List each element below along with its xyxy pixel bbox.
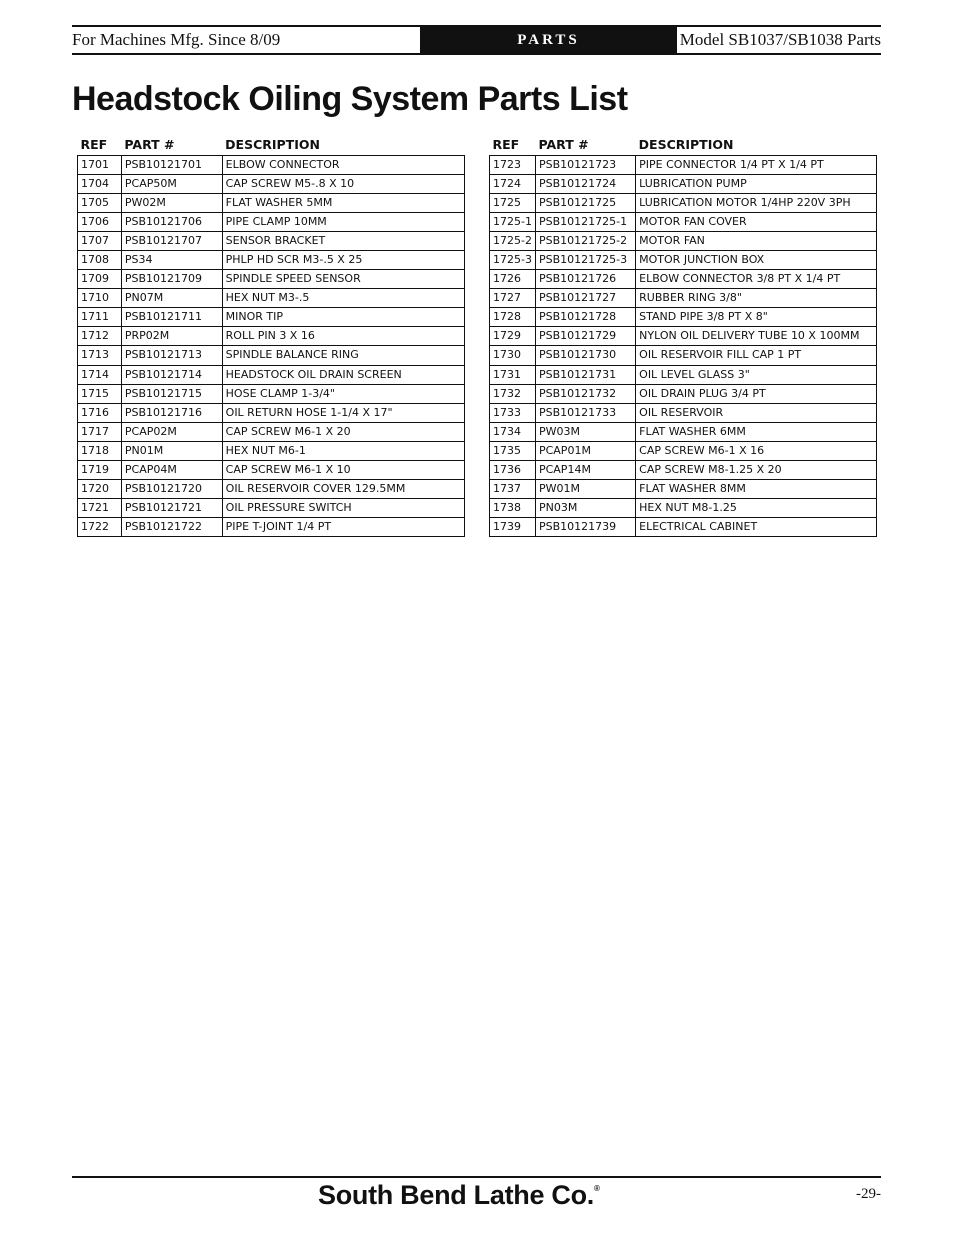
table-row [490, 308, 877, 327]
cell-description: OIL PRESSURE SWITCH [222, 499, 464, 518]
cell-ref: 1721 [78, 499, 122, 518]
table-row [78, 289, 465, 308]
cell-ref: 1737 [490, 480, 536, 499]
cell-description: OIL RESERVOIR FILL CAP 1 PT [636, 346, 877, 365]
cell-ref: 1726 [490, 270, 536, 289]
table-row [78, 250, 465, 269]
table-row [490, 346, 877, 365]
cell-description: HOSE CLAMP 1-3/4" [222, 384, 464, 403]
cell-ref: 1725 [490, 193, 536, 212]
cell-description: PIPE CONNECTOR 1/4 PT X 1/4 PT [636, 155, 877, 174]
parts-table-left [77, 132, 465, 537]
cell-ref: 1709 [78, 270, 122, 289]
cell-ref: 1734 [490, 422, 536, 441]
cell-part-number: PSB10121730 [535, 346, 635, 365]
cell-ref: 1704 [78, 174, 122, 193]
cell-part-number: PSB10121723 [535, 155, 635, 174]
cell-description: OIL RESERVOIR COVER 129.5MM [222, 480, 464, 499]
brand-name: South Bend Lathe Co. [318, 1180, 594, 1210]
cell-ref: 1723 [490, 155, 536, 174]
table-row [490, 499, 877, 518]
cell-ref: 1708 [78, 250, 122, 269]
cell-part-number: PCAP02M [121, 422, 222, 441]
cell-description: RUBBER RING 3/8" [636, 289, 877, 308]
cell-part-number: PSB10121725 [535, 193, 635, 212]
cell-description: HEX NUT M8-1.25 [636, 499, 877, 518]
table-row [78, 327, 465, 346]
cell-ref: 1732 [490, 384, 536, 403]
table-row [78, 155, 465, 174]
parts-table-right [489, 132, 877, 537]
cell-part-number: PSB10121724 [535, 174, 635, 193]
table-row [78, 212, 465, 231]
cell-description: STAND PIPE 3/8 PT X 8" [636, 308, 877, 327]
parts-table-right-body [490, 155, 877, 537]
cell-ref: 1733 [490, 403, 536, 422]
cell-part-number: PSB10121725-2 [535, 231, 635, 250]
cell-part-number: PSB10121728 [535, 308, 635, 327]
table-row [78, 518, 465, 537]
cell-ref: 1735 [490, 441, 536, 460]
cell-description: FLAT WASHER 6MM [636, 422, 877, 441]
cell-part-number: PCAP04M [121, 461, 222, 480]
table-row [78, 499, 465, 518]
table-row [78, 441, 465, 460]
cell-ref: 1717 [78, 422, 122, 441]
page-title: Headstock Oiling System Parts List [72, 80, 628, 118]
table-row [78, 270, 465, 289]
cell-ref: 1739 [490, 518, 536, 537]
cell-ref: 1701 [78, 155, 122, 174]
table-header-row [490, 132, 877, 155]
cell-ref: 1731 [490, 365, 536, 384]
cell-description: PIPE T-JOINT 1/4 PT [222, 518, 464, 537]
cell-part-number: PCAP01M [535, 441, 635, 460]
cell-part-number: PSB10121731 [535, 365, 635, 384]
cell-description: LUBRICATION PUMP [636, 174, 877, 193]
table-row [490, 403, 877, 422]
table-row [490, 212, 877, 231]
cell-ref: 1713 [78, 346, 122, 365]
cell-ref: 1706 [78, 212, 122, 231]
cell-description: MOTOR FAN [636, 231, 877, 250]
cell-part-number: PSB10121722 [121, 518, 222, 537]
cell-ref: 1728 [490, 308, 536, 327]
footer-rule [72, 1176, 881, 1178]
cell-part-number: PCAP50M [121, 174, 222, 193]
cell-ref: 1707 [78, 231, 122, 250]
cell-part-number: PSB10121726 [535, 270, 635, 289]
header-machines-note: For Machines Mfg. Since 8/09 [72, 30, 281, 49]
brand-logo-text [318, 1180, 600, 1211]
cell-ref: 1718 [78, 441, 122, 460]
cell-ref: 1711 [78, 308, 122, 327]
column-header-part: PART # [538, 136, 589, 152]
cell-ref: 1712 [78, 327, 122, 346]
cell-part-number: PN07M [121, 289, 222, 308]
cell-description: CAP SCREW M6-1 X 10 [222, 461, 464, 480]
cell-description: PIPE CLAMP 10MM [222, 212, 464, 231]
column-header-description: DESCRIPTION [225, 136, 320, 152]
table-header-row [78, 132, 465, 155]
cell-description: FLAT WASHER 8MM [636, 480, 877, 499]
cell-description: CAP SCREW M8-1.25 X 20 [636, 461, 877, 480]
table-row [490, 518, 877, 537]
table-row [78, 193, 465, 212]
cell-description: ELECTRICAL CABINET [636, 518, 877, 537]
cell-description: OIL RETURN HOSE 1-1/4 X 17" [222, 403, 464, 422]
cell-description: OIL RESERVOIR [636, 403, 877, 422]
cell-description: SPINDLE BALANCE RING [222, 346, 464, 365]
cell-ref: 1724 [490, 174, 536, 193]
cell-part-number: PSB10121729 [535, 327, 635, 346]
cell-ref: 1705 [78, 193, 122, 212]
cell-part-number: PSB10121733 [535, 403, 635, 422]
cell-ref: 1725-1 [490, 212, 536, 231]
cell-ref: 1714 [78, 365, 122, 384]
table-row [490, 365, 877, 384]
cell-part-number: PCAP14M [535, 461, 635, 480]
table-row [490, 174, 877, 193]
parts-table-left-body [78, 155, 465, 537]
table-row [78, 480, 465, 499]
column-header-part: PART # [124, 136, 175, 152]
table-row [78, 174, 465, 193]
cell-description: ELBOW CONNECTOR 3/8 PT X 1/4 PT [636, 270, 877, 289]
cell-description: CAP SCREW M5-.8 X 10 [222, 174, 464, 193]
cell-description: ROLL PIN 3 X 16 [222, 327, 464, 346]
cell-part-number: PRP02M [121, 327, 222, 346]
cell-description: MINOR TIP [222, 308, 464, 327]
cell-part-number: PS34 [121, 250, 222, 269]
cell-part-number: PSB10121732 [535, 384, 635, 403]
cell-part-number: PW03M [535, 422, 635, 441]
table-row [490, 289, 877, 308]
table-row [78, 365, 465, 384]
cell-part-number: PSB10121715 [121, 384, 222, 403]
cell-description: LUBRICATION MOTOR 1/4HP 220V 3PH [636, 193, 877, 212]
cell-description: FLAT WASHER 5MM [222, 193, 464, 212]
page-number: -29- [856, 1186, 881, 1202]
table-row [490, 250, 877, 269]
cell-ref: 1720 [78, 480, 122, 499]
cell-description: PHLP HD SCR M3-.5 X 25 [222, 250, 464, 269]
cell-ref: 1719 [78, 461, 122, 480]
cell-part-number: PSB10121711 [121, 308, 222, 327]
cell-ref: 1738 [490, 499, 536, 518]
cell-ref: 1736 [490, 461, 536, 480]
cell-part-number: PN01M [121, 441, 222, 460]
table-row [490, 327, 877, 346]
cell-ref: 1715 [78, 384, 122, 403]
cell-description: OIL LEVEL GLASS 3" [636, 365, 877, 384]
cell-ref: 1725-2 [490, 231, 536, 250]
cell-description: SENSOR BRACKET [222, 231, 464, 250]
cell-ref: 1710 [78, 289, 122, 308]
cell-ref: 1725-3 [490, 250, 536, 269]
table-row [490, 155, 877, 174]
cell-ref: 1722 [78, 518, 122, 537]
cell-part-number: PN03M [535, 499, 635, 518]
registered-mark: ® [593, 1184, 600, 1193]
cell-part-number: PW01M [535, 480, 635, 499]
table-row [78, 231, 465, 250]
table-row [78, 384, 465, 403]
cell-description: CAP SCREW M6-1 X 20 [222, 422, 464, 441]
cell-description: HEX NUT M3-.5 [222, 289, 464, 308]
page-header [72, 25, 881, 55]
column-header-description: DESCRIPTION [638, 136, 734, 152]
table-row [490, 461, 877, 480]
cell-part-number: PW02M [121, 193, 222, 212]
table-row [490, 441, 877, 460]
table-row [490, 193, 877, 212]
cell-part-number: PSB10121701 [121, 155, 222, 174]
table-row [78, 403, 465, 422]
cell-description: NYLON OIL DELIVERY TUBE 10 X 100MM [636, 327, 877, 346]
table-row [490, 480, 877, 499]
cell-ref: 1727 [490, 289, 536, 308]
cell-part-number: PSB10121727 [535, 289, 635, 308]
table-row [78, 308, 465, 327]
column-header-ref: REF [492, 136, 520, 152]
cell-ref: 1716 [78, 403, 122, 422]
cell-description: HEX NUT M6-1 [222, 441, 464, 460]
table-row [490, 422, 877, 441]
cell-part-number: PSB10121720 [121, 480, 222, 499]
cell-description: CAP SCREW M6-1 X 16 [636, 441, 877, 460]
cell-part-number: PSB10121725-3 [535, 250, 635, 269]
cell-part-number: PSB10121716 [121, 403, 222, 422]
cell-part-number: PSB10121709 [121, 270, 222, 289]
header-model: Model SB1037/SB1038 Parts [679, 30, 881, 49]
cell-part-number: PSB10121713 [121, 346, 222, 365]
table-row [490, 231, 877, 250]
cell-description: OIL DRAIN PLUG 3/4 PT [636, 384, 877, 403]
table-row [490, 384, 877, 403]
cell-description: ELBOW CONNECTOR [222, 155, 464, 174]
cell-part-number: PSB10121739 [535, 518, 635, 537]
cell-ref: 1729 [490, 327, 536, 346]
header-section-label: PARTS [420, 27, 677, 53]
table-row [78, 461, 465, 480]
cell-part-number: PSB10121714 [121, 365, 222, 384]
table-row [78, 422, 465, 441]
column-header-ref: REF [80, 136, 108, 152]
cell-description: MOTOR FAN COVER [636, 212, 877, 231]
table-row [78, 346, 465, 365]
cell-description: SPINDLE SPEED SENSOR [222, 270, 464, 289]
cell-part-number: PSB10121706 [121, 212, 222, 231]
cell-part-number: PSB10121707 [121, 231, 222, 250]
cell-description: HEADSTOCK OIL DRAIN SCREEN [222, 365, 464, 384]
cell-part-number: PSB10121725-1 [535, 212, 635, 231]
table-row [490, 270, 877, 289]
cell-ref: 1730 [490, 346, 536, 365]
cell-part-number: PSB10121721 [121, 499, 222, 518]
cell-description: MOTOR JUNCTION BOX [636, 250, 877, 269]
